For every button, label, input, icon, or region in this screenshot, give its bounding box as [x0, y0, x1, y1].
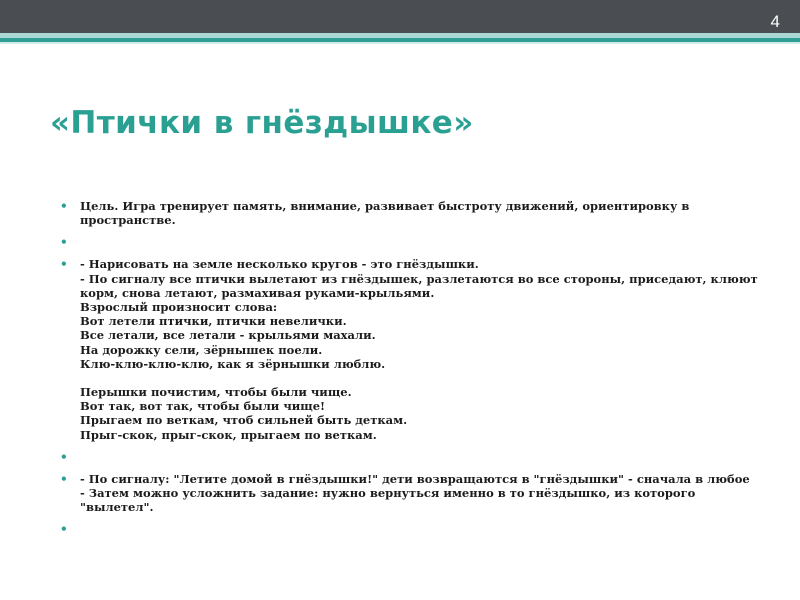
bullet-icon: • [60, 257, 68, 272]
empty-list-item [60, 450, 760, 464]
blank-line [80, 371, 760, 385]
list-item [60, 472, 760, 515]
slide-content [60, 199, 760, 544]
text-line: Перышки почистим, чтобы были чище. [80, 385, 352, 400]
bullet-icon: • [60, 522, 68, 537]
text-line: "вылетел". [80, 500, 154, 515]
bullet-icon: • [60, 449, 68, 464]
text-line: Взрослый произносит слова: [80, 300, 278, 315]
text-line: - Затем можно усложнить задание: нужно вернуться именно в то гнёздышко, из которого [80, 486, 696, 501]
slide-title: «Птички в гнёздышке» [50, 105, 474, 141]
text-line: Цель. Игра тренирует память, внимание, развивает быстроту движений, ориентировку в [80, 199, 690, 213]
list-item [60, 199, 760, 227]
bullet-icon: • [60, 199, 68, 213]
top-bar [0, 0, 800, 33]
text-line: Все летали, все летали - крыльями махали. [80, 328, 376, 343]
text-line: корм, снова летают, размахивая руками-крыльями. [80, 285, 435, 300]
bullet-icon: • [60, 471, 68, 486]
bullet-icon: • [60, 235, 68, 250]
list-item [60, 257, 760, 441]
accent-band-thin [0, 42, 800, 44]
text-line: - Нарисовать на земле несколько кругов - это гнёздышки. [80, 257, 479, 272]
text-line: Прыгаем по веткам, чтоб сильней быть деткам. [80, 413, 408, 428]
text-line: Прыг-скок, прыг-скок, прыгаем по веткам. [80, 427, 377, 442]
text-line: Клю-клю-клю-клю, как я зёрнышки люблю. [80, 356, 386, 371]
text-line: На дорожку сели, зёрнышек поели. [80, 342, 323, 357]
text-line: пространстве. [80, 213, 176, 228]
empty-list-item [60, 235, 760, 249]
empty-list-item [60, 522, 760, 536]
text-line: - По сигналу все птички вылетают из гнёздышек, разлетаются во все стороны, приседают, клюют [80, 271, 758, 286]
text-line: - По сигналу: "Летите домой в гнёздышки!" дети возвращаются в "гнёздышки" - сначала в любое [80, 471, 750, 486]
text-line: Вот так, вот так, чтобы были чище! [80, 399, 326, 414]
text-line: Вот летели птички, птички невелички. [80, 314, 347, 329]
slide-number: 4 [770, 12, 780, 31]
